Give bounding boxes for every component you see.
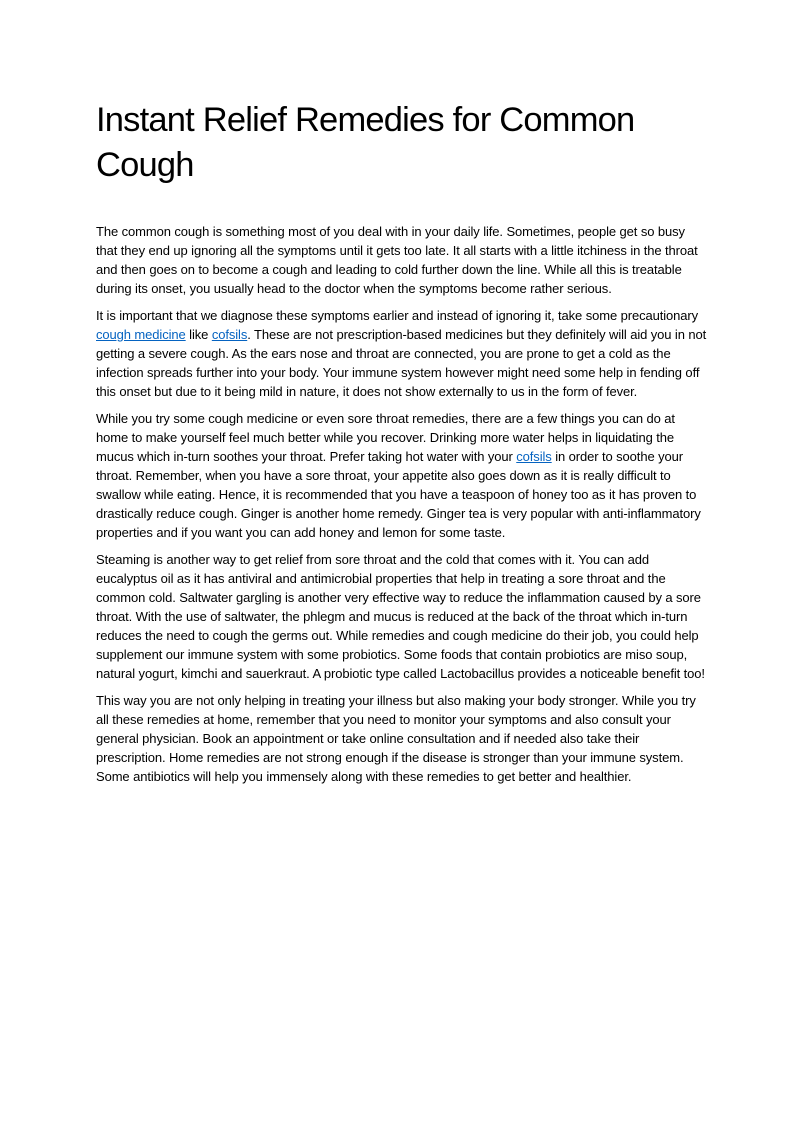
cofsils-link[interactable]: cofsils [516,449,552,464]
paragraph-4 [96,550,708,683]
cofsils-link[interactable]: cofsils [211,327,248,342]
paragraph-3 [96,409,708,542]
document-page [96,98,708,794]
paragraph-text: While you try some cough medicine or even sore throat remedies, there are a few things you can do at home to make yourself feel much better while you recover. Drinking more water helps in liquidating the mucus which in-turn soothes your throat. Prefer taking hot water with your [96,411,675,464]
paragraph-2 [96,306,708,401]
paragraph-text: The common cough is something most of you deal with in your daily life. Sometimes, people get so busy that they end up ignoring all the symptoms until it gets too late. It all starts with a little itchiness in the throat and then goes on to become a cough and leading to cold further down the line. While all this is treatable during its onset, you usually head to the doctor when the symptoms become rather serious. [96,224,698,296]
cough-medicine-link[interactable]: cough medicine [96,327,186,342]
paragraph-text: . These are not prescription-based medicines but they definitely will aid you in not getting a severe cough. As the ears nose and throat are connected, you are prone to get a cold as the infection spreads further into your body. Your immune system however might need some help in fending off this onset but due to it being mild in nature, it does not show externally to us in the form of fever. [96,327,707,399]
paragraph-text: like [185,327,212,342]
paragraph-text: Steaming is another way to get relief from sore throat and the cold that comes with it. You can add eucalyptus oil as it has antiviral and antimicrobial properties that help in treating a sore throat and the common cold. Saltwater gargling is another very effective way to reduce the inflammation caused by a sore throat. With the use of saltwater, the phlegm and mucus is reduced at the back of the throat which in-turn reduces the need to cough the germs out. While remedies and cough medicine do their job, you could help supplement our immune system with some probiotics. Some foods that contain probiotics are miso soup, natural yogurt, kimchi and sauerkraut. A probiotic type called Lactobacillus provides a noticeable benefit too! [96,552,705,681]
document-body [96,222,708,786]
page-title: Instant Relief Remedies for Common Cough [96,101,635,184]
paragraph-text: It is important that we diagnose these symptoms earlier and instead of ignoring it, take some precautionary [96,308,699,323]
paragraph-1 [96,222,708,298]
paragraph-5 [96,691,708,786]
paragraph-text: in order to soothe your throat. Remember, when you have a sore throat, your appetite also goes down as it is really difficult to swallow while eating. Hence, it is recommended that you have a teaspoon of honey too as it has proven to drastically reduce cough. Ginger is another home remedy. Ginger tea is very popular with anti-inflammatory properties and if you want you can add honey and lemon for some taste. [96,449,701,540]
paragraph-text: This way you are not only helping in treating your illness but also making your body stronger. While you try all these remedies at home, remember that you need to monitor your symptoms and also consult your general physician. Book an appointment or take online consultation and if needed also take their prescription. Home remedies are not strong enough if the disease is stronger than your immune system. Some antibiotics will help you immensely along with these remedies to get better and healthier. [96,693,696,784]
